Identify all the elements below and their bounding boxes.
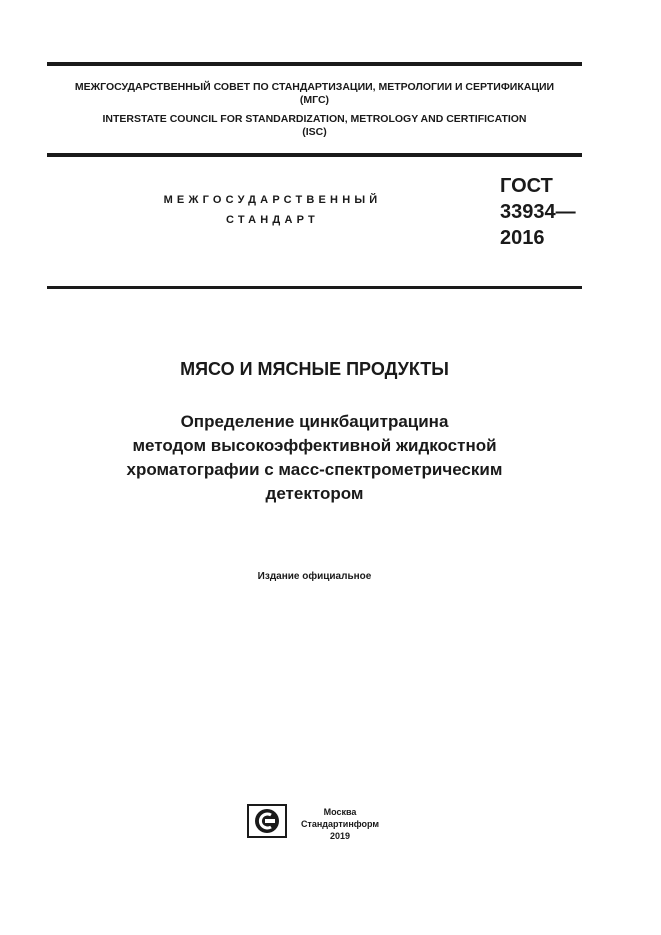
subtitle-line4: детектором — [265, 484, 364, 503]
council-name-en-line: INTERSTATE COUNCIL FOR STANDARDIZATION, METROLOGY AND CERTIFICATION — [102, 113, 527, 125]
publisher-city: Москва — [323, 807, 357, 817]
lower-rule — [47, 286, 582, 289]
edition-label: Издание официальное — [257, 571, 372, 582]
middle-rule — [47, 153, 582, 157]
publisher-year: 2019 — [329, 831, 351, 841]
council-name-ru — [47, 81, 582, 107]
standard-type-line2: СТАНДАРТ — [226, 214, 319, 226]
publisher-name: Стандартинформ — [300, 819, 380, 829]
designation-number: 33934— — [500, 201, 576, 223]
standard-type-line1: МЕЖГОСУДАРСТВЕННЫЙ — [163, 194, 382, 206]
council-abbr-ru: (МГС) — [299, 94, 330, 106]
standard-type — [95, 190, 450, 230]
page-title: МЯСО И МЯСНЫЕ ПРОДУКТЫ — [180, 359, 449, 379]
subtitle-line2: методом высокоэффективной жидкостной — [132, 436, 497, 455]
publisher-logo-icon — [247, 804, 287, 838]
subtitle-line3: хроматографии с масс-спектрометрическим — [126, 460, 503, 479]
standard-designation — [500, 173, 576, 251]
council-abbr-en: (ISC) — [302, 126, 327, 138]
publisher-info — [300, 806, 380, 842]
top-rule — [47, 62, 582, 66]
subtitle-line1: Определение цинкбацитрацина — [180, 412, 449, 431]
page-subtitle — [47, 410, 582, 506]
council-name-ru-line: МЕЖГОСУДАРСТВЕННЫЙ СОВЕТ ПО СТАНДАРТИЗАЦИИ, МЕТРОЛОГИИ И СЕРТИФИКАЦИИ — [74, 81, 555, 93]
council-name-en — [47, 113, 582, 139]
designation-year: 2016 — [500, 227, 545, 249]
designation-prefix: ГОСТ — [500, 175, 553, 197]
